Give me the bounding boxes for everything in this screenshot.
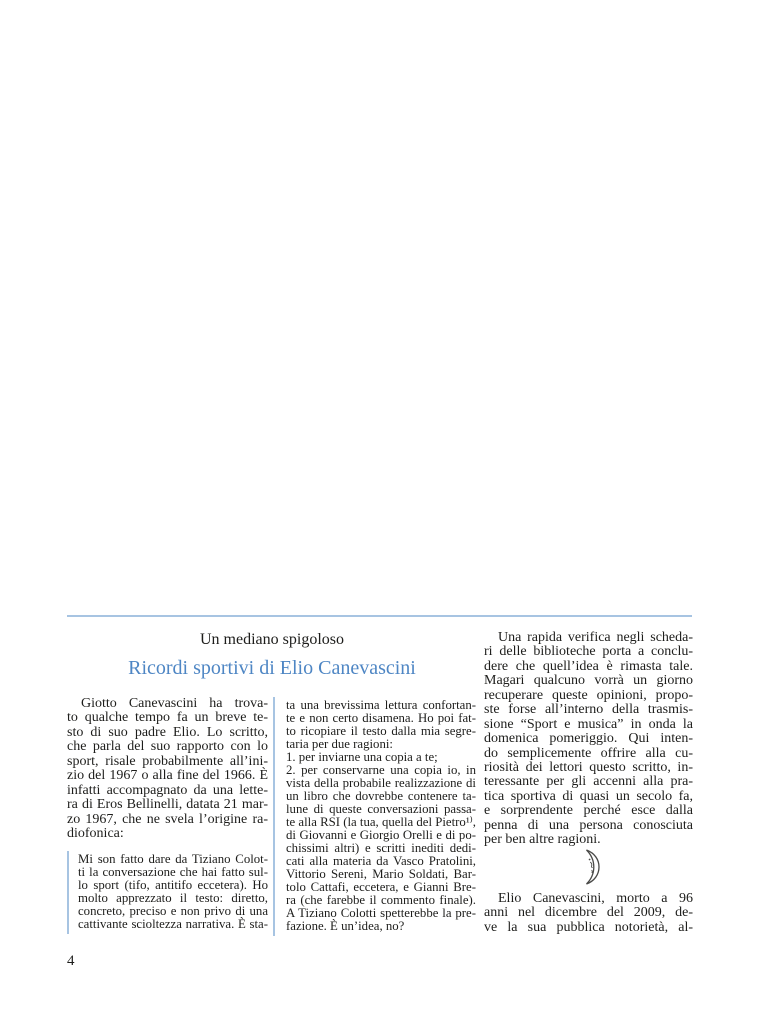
text-line: dere che quell’idea è rimasta tale. <box>484 658 693 674</box>
article-column-3-paragraph-1 <box>484 631 693 848</box>
text-line: ra di Eros Bellinelli, datata 21 mar- <box>67 797 268 813</box>
text-line: to ricopiare il testo dalla mia segre- <box>286 724 476 738</box>
text-line: domenica pomeriggio. Qui inten- <box>484 731 693 747</box>
text-line: ve la sua pubblica notorietà, al- <box>484 919 693 935</box>
page-number: 4 <box>67 953 75 969</box>
article-column-3-paragraph-2 <box>484 892 693 935</box>
text-line: anni nel dicembre del 2009, de- <box>484 905 693 921</box>
text-line: riosità dei lettori questo scritto, in- <box>484 759 693 775</box>
text-line: zo 1967, che ne svela l’origine ra- <box>67 811 268 827</box>
text-line: te e non certo disamena. Ho poi fat- <box>286 711 476 725</box>
text-line: infatti accompagnato da una lette- <box>67 782 268 798</box>
text-line: do semplicemente offrire alla cu- <box>484 745 693 761</box>
text-line: ti la conversazione che hai fatto sul- <box>78 865 268 879</box>
text-line: fazione. È un’idea, no? <box>286 919 405 933</box>
text-line: chissimi altri) e scritti inediti dedi- <box>286 841 476 855</box>
text-line: penna di una persona conosciuta <box>484 817 693 833</box>
text-line: di Giovanni e Giorgio Orelli e di po- <box>286 828 476 842</box>
text-line: e sorprendente perché esce dalla <box>484 803 693 819</box>
text-line: vista della probabile realizzazione di <box>286 776 476 790</box>
text-line: taria per due ragioni: <box>286 737 393 751</box>
text-line: ste forse all’interno della trasmis- <box>484 702 693 718</box>
article-column-1 <box>67 697 268 841</box>
text-line: lo sport (tifo, antitifo eccetera). Ho <box>78 878 268 892</box>
text-line: Elio Canevascini, morto a 96 <box>498 891 693 906</box>
text-line: cattivante scioltezza narrativa. È sta- <box>78 917 268 931</box>
text-line: Mi son fatto dare da Tiziano Colot- <box>78 852 268 866</box>
text-line: sione “Sport e musica” in onda la <box>484 716 693 732</box>
text-line: tica sportiva di quasi un secolo fa, <box>484 788 693 804</box>
text-line: ri delle biblioteche porta a conclu- <box>484 644 693 660</box>
article-title: Ricordi sportivi di Elio Canevascini <box>128 657 416 679</box>
article-header <box>67 630 477 681</box>
text-line: recuperare queste opinioni, propo- <box>484 687 693 703</box>
text-line: concreto, preciso e non privo di una <box>78 904 268 918</box>
moon-face-ornament-icon <box>567 848 611 890</box>
text-line: Vittorio Sereni, Mario Soldati, Bar- <box>286 867 476 881</box>
text-line: un libro che dovrebbe contenere ta- <box>286 789 476 803</box>
text-line: ra (che farebbe il commento finale). <box>286 893 476 907</box>
text-line: lune di queste conversazioni passa- <box>286 802 476 816</box>
text-line: 2. per conservarne una copia io, in <box>286 763 476 777</box>
text-line: che parla del suo rapporto con lo <box>67 739 268 755</box>
text-line: cati alla materia da Vasco Pratolini, <box>286 854 476 868</box>
text-line: Una rapida verifica negli scheda- <box>498 630 693 645</box>
text-line: sport, risale probabilmente all’ini- <box>67 753 268 769</box>
text-line: tolo Cattafi, eccetera, e Gianni Bre- <box>286 880 476 894</box>
text-line: A Tiziano Colotti spetterebbe la pre- <box>286 906 476 920</box>
blockquote-part-2 <box>273 697 476 936</box>
article-kicker: Un mediano spigoloso <box>200 631 344 648</box>
text-line: Giotto Canevascini ha trova- <box>81 696 268 711</box>
text-line: 1. per inviarne una copia a te; <box>286 750 438 764</box>
text-line: teressante per gli accenni alla pra- <box>484 774 693 790</box>
section-divider-rule <box>67 615 692 617</box>
text-line: molto apprezzato il testo: diretto, <box>78 891 268 905</box>
text-line: diofonica: <box>67 825 124 841</box>
blockquote-part-1 <box>67 851 268 934</box>
text-line: Magari qualcuno vorrà un giorno <box>484 673 693 689</box>
text-line: per ben altre ragioni. <box>484 832 601 848</box>
text-line: ta una brevissima lettura confortan- <box>286 698 476 712</box>
text-line: zio del 1967 o alla fine del 1966. È <box>67 768 268 784</box>
text-line: te alla RSI (la tua, quella del Pietro¹⁾, <box>286 815 476 829</box>
text-line: sto di suo padre Elio. Lo scritto, <box>67 724 268 740</box>
text-line: to qualche tempo fa un breve te- <box>67 710 268 726</box>
